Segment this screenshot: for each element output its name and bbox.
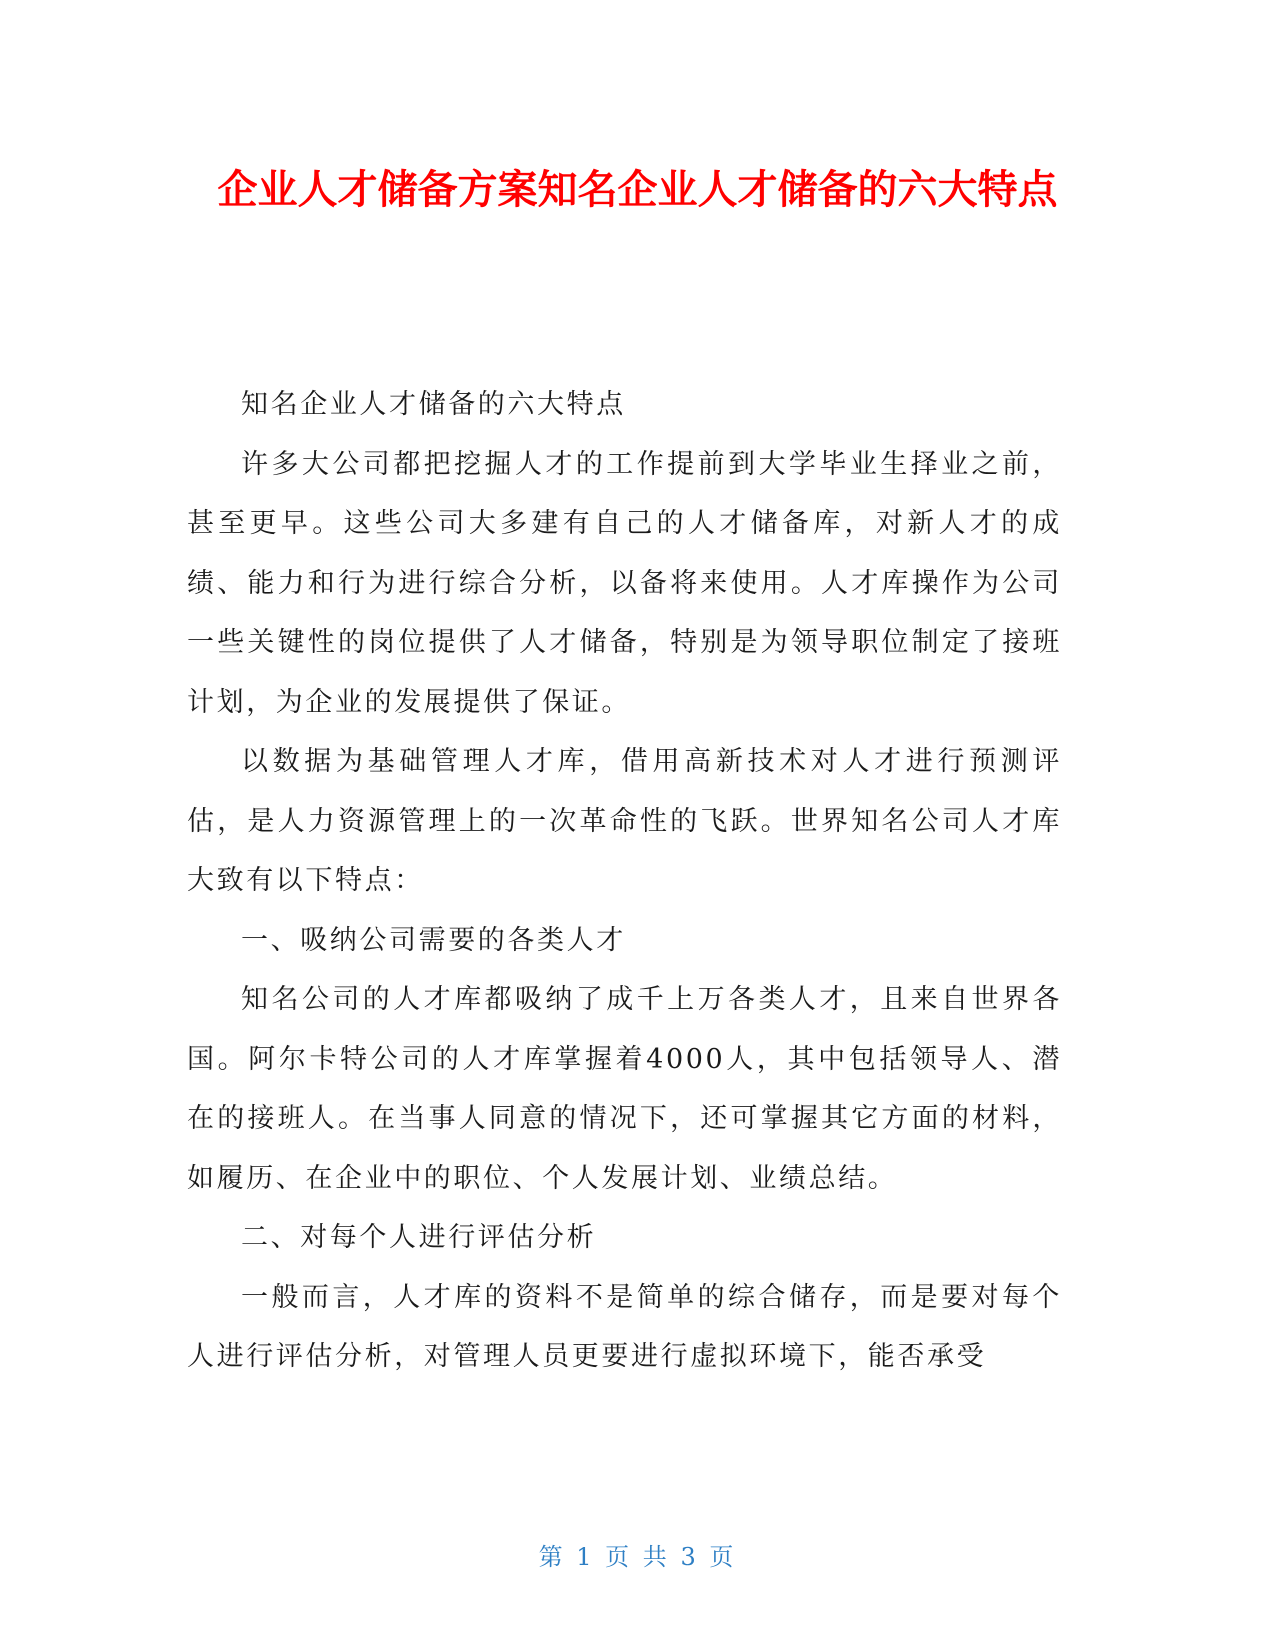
paragraph-subtitle: 知名企业人才储备的六大特点: [241, 389, 626, 420]
paragraph-data-management: 以数据为基础管理人才库，借用高新技术对人才进行预测评估，是人力资源管理上的一次革命性的飞跃。世界知名公司人才库大致有以下特点：: [187, 746, 1062, 896]
section-heading-1: 一、吸纳公司需要的各类人才: [241, 924, 626, 956]
document-body: [187, 375, 1062, 1387]
section-heading-2: 二、对每个人进行评估分析: [241, 1222, 597, 1253]
paragraph-section-1: 知名公司的人才库都吸纳了成千上万各类人才，且来自世界各国。阿尔卡特公司的人才库掌握着4000人，其中包括领导人、潜在的接班人。在当事人同意的情况下，还可掌握其它方面的材料，如履历、在企业中的职位、个人发展计划、业绩总结。: [187, 984, 1062, 1194]
document-title: 企业人才储备方案知名企业人才储备的六大特点: [217, 167, 1058, 213]
page-footer: 第 1 页 共 3 页: [538, 1543, 737, 1571]
paragraph-section-2: 一般而言，人才库的资料不是简单的综合储存，而是要对每个人进行评估分析，对管理人员更要进行虚拟环境下，能否承受: [187, 1281, 1062, 1372]
paragraph-intro: 许多大公司都把挖掘人才的工作提前到大学毕业生择业之前，甚至更早。这些公司大多建有自己的人才储备库，对新人才的成绩、能力和行为进行综合分析，以备将来使用。人才库操作为公司一些关键性的岗位提供了人才储备，特别是为领导职位制定了接班计划，为企业的发展提供了保证。: [187, 448, 1062, 718]
